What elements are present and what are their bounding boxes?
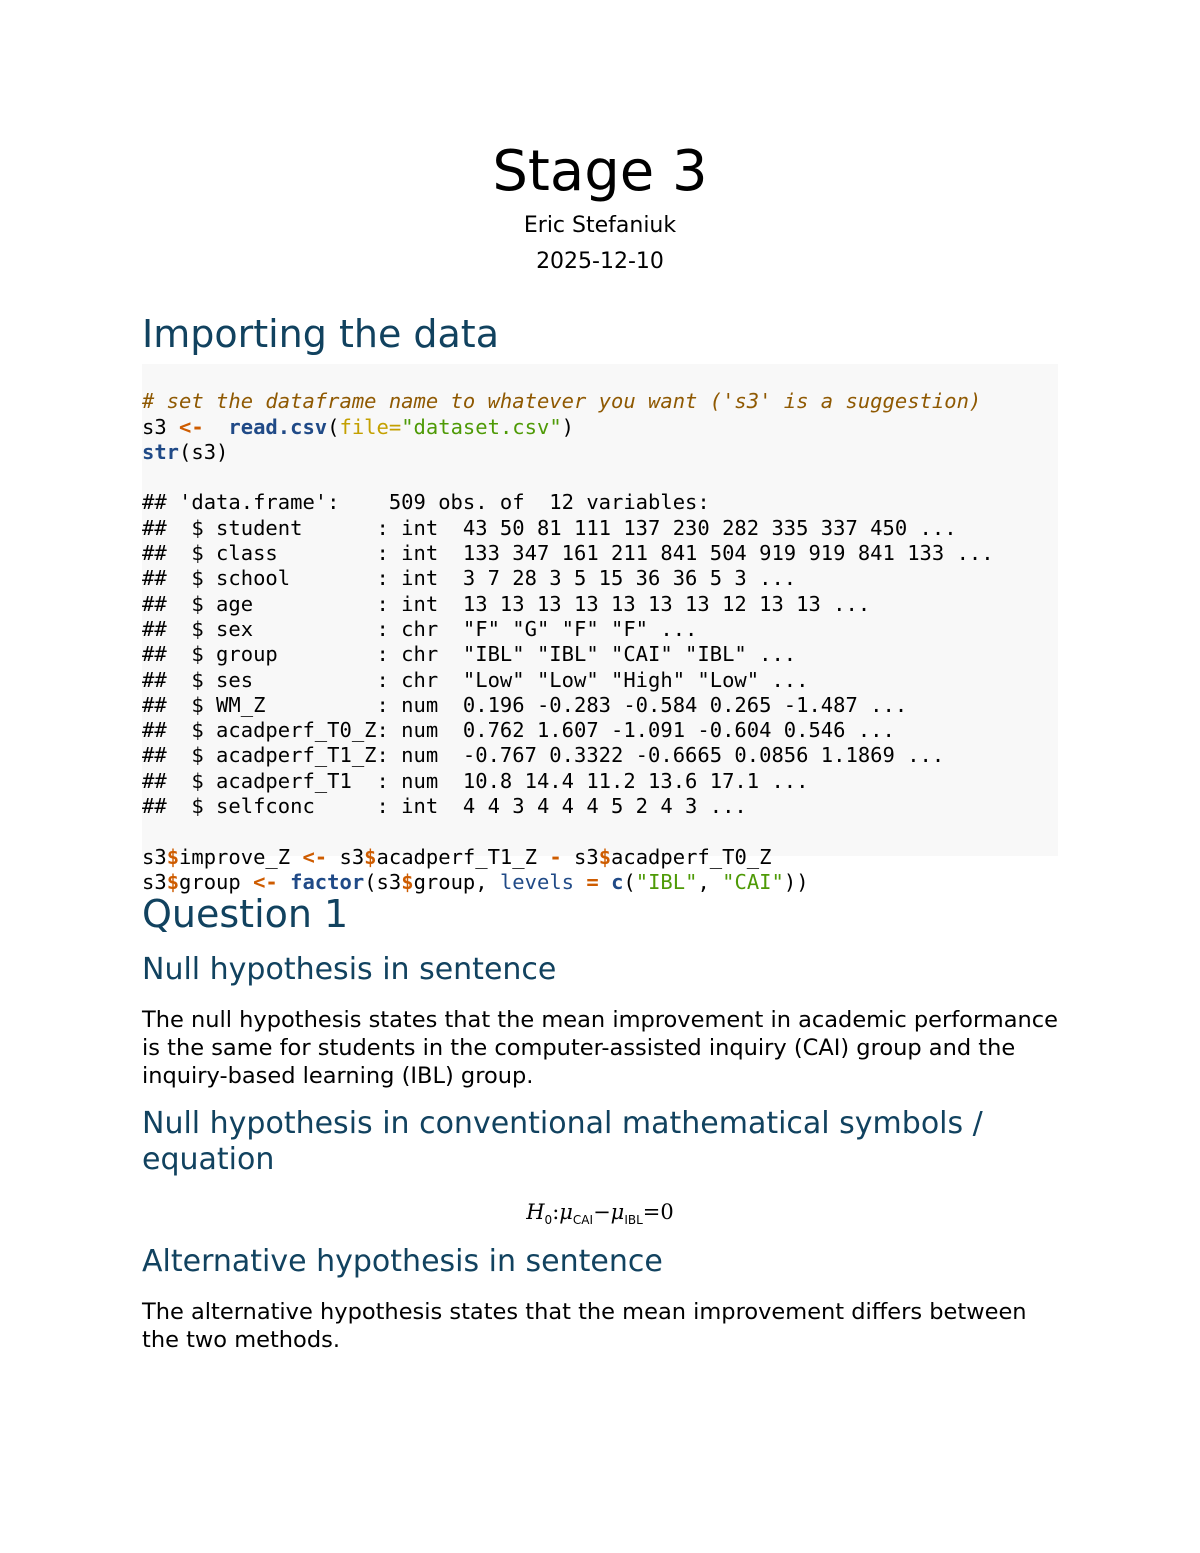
- math-mu: μ: [610, 1200, 625, 1224]
- code-string: "dataset.csv": [401, 414, 562, 439]
- code-operator: $: [364, 844, 377, 869]
- code-token: s3: [142, 844, 167, 869]
- code-blank-line: [142, 465, 1058, 490]
- output-line: ## $ WM_Z : num 0.196 -0.283 -0.584 0.265 -1.487 ...: [142, 692, 908, 717]
- code-token: improve_Z: [179, 844, 303, 869]
- math-colon: :: [552, 1200, 560, 1224]
- output-line: ## $ age : int 13 13 13 13 13 13 13 12 13 13 ...: [142, 591, 871, 616]
- code-token: [599, 870, 611, 894]
- code-argument-name: file=: [339, 414, 402, 439]
- heading-question-1: Question 1: [142, 892, 349, 936]
- code-operator: $: [401, 869, 414, 894]
- output-line: ## $ selfconc : int 4 4 3 4 4 4 5 2 4 3 ...: [142, 794, 747, 819]
- output-line: ## $ acadperf_T0_Z: num 0.762 1.607 -1.091 -0.604 0.546 ...: [142, 718, 895, 743]
- code-line-improve: [142, 845, 1058, 870]
- heading-alt-sentence: Alternative hypothesis in sentence: [142, 1244, 663, 1279]
- output-line: ## $ ses : chr "Low" "Low" "High" "Low" ...: [142, 667, 809, 692]
- code-token: s3: [327, 844, 365, 869]
- math-h-sub: 0: [544, 1213, 553, 1228]
- code-block: [142, 364, 1058, 894]
- code-operator: $: [166, 844, 180, 869]
- document-author: Eric Stefaniuk: [523, 213, 677, 238]
- math-mu-sub-ibl: IBL: [624, 1213, 643, 1228]
- code-token: s3: [142, 869, 167, 894]
- code-token: s3: [142, 414, 180, 439]
- null-hypothesis-text: The null hypothesis states that the mean improvement in academic performance is the same for students in the computer-assisted inquiry (CAI) group and the inquiry-based learning (IBL) group.: [142, 1007, 1058, 1089]
- code-blank-line: [142, 819, 1058, 844]
- math-equals-zero: =0: [642, 1200, 674, 1224]
- code-line-str: [142, 440, 1058, 465]
- code-line-read-csv: [142, 415, 1058, 440]
- math-h: H: [526, 1200, 545, 1224]
- heading-null-sentence: Null hypothesis in sentence: [142, 952, 557, 987]
- code-token: acadperf_T1_Z: [376, 844, 550, 869]
- code-function-name: c: [611, 869, 624, 894]
- code-function-name: read.csv: [228, 414, 328, 439]
- output-line: ## $ group : chr "IBL" "IBL" "CAI" "IBL" ...: [142, 642, 797, 667]
- code-token: (: [623, 869, 636, 894]
- code-operator: =: [586, 869, 599, 894]
- code-assign-operator: <-: [302, 844, 328, 869]
- code-operator: -: [549, 844, 562, 869]
- code-operator: $: [166, 869, 180, 894]
- code-function-name: factor: [290, 869, 365, 894]
- code-function-name: str: [142, 439, 180, 464]
- code-token: (s3: [364, 869, 402, 894]
- heading-null-math: Null hypothesis in conventional mathematical symbols / equation: [142, 1106, 983, 1177]
- document-title: Stage 3: [492, 139, 708, 204]
- code-token: s3: [561, 844, 599, 869]
- output-line: ## $ school : int 3 7 28 3 5 15 36 36 5 3 ...: [142, 566, 797, 591]
- code-string: "IBL": [635, 869, 698, 894]
- code-token: ): [561, 414, 575, 439]
- code-token: ,: [697, 869, 723, 894]
- alt-hypothesis-text: The alternative hypothesis states that the mean improvement differs between the two methods.: [142, 1299, 1027, 1353]
- code-assign-operator: <-: [253, 869, 278, 894]
- code-token: [278, 870, 290, 894]
- output-line: ## $ class : int 133 347 161 211 841 504 919 919 841 133 ...: [142, 541, 994, 566]
- code-token: acadperf_T0_Z: [611, 844, 772, 869]
- code-token: [574, 870, 586, 894]
- code-token: (: [327, 414, 340, 439]
- output-line: ## $ sex : chr "F" "G" "F" "F" ...: [142, 616, 698, 641]
- heading-importing-data: Importing the data: [142, 312, 499, 356]
- code-token: (s3): [179, 439, 229, 464]
- math-minus: −: [593, 1200, 611, 1224]
- output-line: ## $ acadperf_T1 : num 10.8 14.4 11.2 13.6 17.1 ...: [142, 768, 809, 793]
- code-line-comment: [142, 389, 1058, 414]
- output-line: ## $ student : int 43 50 81 111 137 230 282 335 337 450 ...: [142, 515, 957, 540]
- output-line: ## 'data.frame': 509 obs. of 12 variables:: [142, 490, 710, 515]
- output-line: ## $ acadperf_T1_Z: num -0.767 0.3322 -0.6665 0.0856 1.1869 ...: [142, 743, 945, 768]
- code-token: group: [179, 869, 254, 894]
- code-token: [204, 415, 229, 439]
- document-date: 2025-12-10: [536, 249, 664, 274]
- code-token: group,: [413, 869, 500, 894]
- code-assign-operator: <-: [179, 414, 204, 439]
- null-hypothesis-equation: [142, 1198, 1058, 1234]
- math-mu: μ: [559, 1200, 573, 1224]
- code-token: )): [783, 869, 809, 894]
- code-operator: $: [598, 844, 612, 869]
- code-string: "CAI": [722, 869, 784, 894]
- math-mu-sub-cai: CAI: [572, 1213, 594, 1228]
- code-argument-name: levels: [499, 869, 575, 894]
- code-comment: # set the dataframe name to whatever you want ('s3' is a suggestion): [142, 389, 982, 414]
